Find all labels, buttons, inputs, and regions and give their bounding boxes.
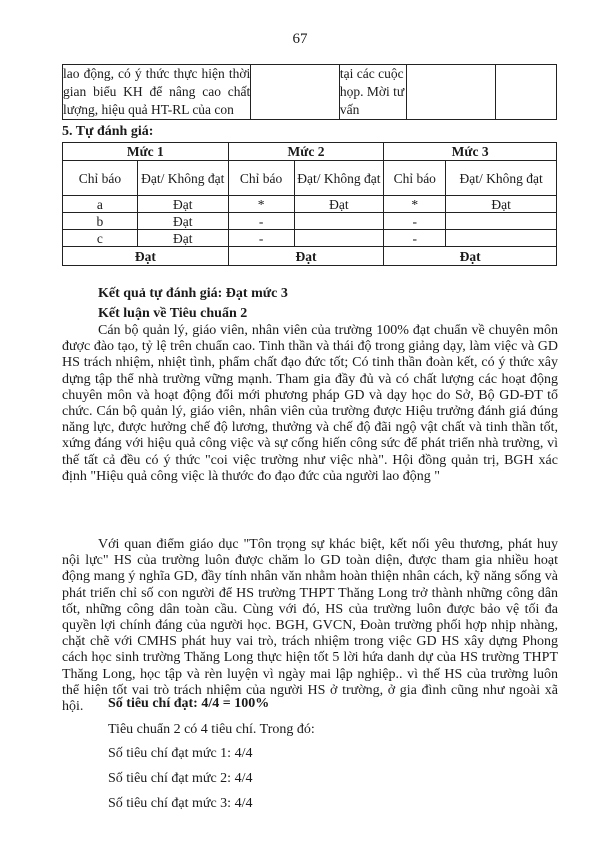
table-header-row xyxy=(63,143,557,161)
column-header: Chỉ báo xyxy=(228,161,294,196)
level-3-total: Đạt xyxy=(384,247,557,266)
page-number: 67 xyxy=(292,31,308,47)
table-cell xyxy=(406,65,496,120)
conclusion-paragraph-1: Cán bộ quản lý, giáo viên, nhân viên của trường 100% đạt chuẩn về chuyên môn được đào tạo, tỷ lệ trên chuẩn cao. Tinh thần và thái độ trong giảng dạy, làm việc và GD HS trách nhiệm, nhiệt tình, phẩm chất đạo đức tốt; Có tinh thần đoàn kết, có ý thức xây dựng tập thể nhà trường vững mạnh. Tham gia đầy đủ và có chất lượng các hoạt động chuyên môn và hoạt động đổi mới phương pháp GD và dạy học do Sở, Bộ GD-ĐT tổ chức. Cán bộ quản lý, giáo viên, nhân viên của trường được Hiệu trưởng đánh giá đúng năng lực, được hưởng chế độ lương, thưởng và chế độ đãi ngộ vật chất và tinh thần tốt, xứng đáng với hiệu quả công việc và sự cống hiến công sức để phát triển nhà trường, vì thế tất cả đều có ý thức "coi việc trường như việc nhà". Hội đồng quản trị, BGH xác định "Hiệu quả công việc là thước đo đạo đức của người lao động " xyxy=(62,323,558,484)
conclusion-title: Kết luận về Tiêu chuẩn 2 xyxy=(98,306,248,321)
table-row xyxy=(63,213,557,230)
table-cell: a xyxy=(63,196,138,213)
table-cell: - xyxy=(228,213,294,230)
column-header: Đạt/ Không đạt xyxy=(446,161,557,196)
self-evaluation-table xyxy=(62,142,557,266)
conclusion-paragraph-2: Với quan điểm giáo dục "Tôn trọng sự khác biệt, kết nối yêu thương, phát huy nội lực" HS của trường luôn được chăm lo GD toàn diện, được tham gia nhiều hoạt động mang ý nghĩa GD, đầy tính nhân văn nhằm hoàn thiện nhân cách, kỹ năng sống và phát triển chỉ số con người để HS trường THPT Thăng Long trở thành những công dân tốt, những công dân toàn cầu. Cùng với đó, HS của trường luôn được bảo vệ tối đa quyền lợi chính đáng của người học. BGH, GVCN, Đoàn trường phối hợp nhịp nhàng, chặt chẽ với CMHS phát huy vai trò, trách nhiệm trong việc GD HS xây dựng Phong cách học sinh trường Thăng Long thực hiện tốt 5 lời hứa danh dự của HS trường THPT Thăng Long, học tập và rèn luyện vì ngày mai lập nghiệp.. vì thế HS của trường luôn thể hiện tốt vai trò trách nhiệm của người HS ở trường, ở gia đình cũng như ngoài xã hội. xyxy=(62,537,558,715)
level-1-total: Đạt xyxy=(63,247,229,266)
table-subheader-row xyxy=(63,161,557,196)
table-cell xyxy=(446,213,557,230)
criteria-total: Số tiêu chí đạt: 4/4 = 100% xyxy=(108,696,270,711)
table-cell xyxy=(496,65,557,120)
level-2-header: Mức 2 xyxy=(228,143,384,161)
section-title: 5. Tự đánh giá: xyxy=(62,124,154,139)
table-cell: * xyxy=(228,196,294,213)
column-header: Đạt/ Không đạt xyxy=(137,161,228,196)
criteria-level-2: Số tiêu chí đạt mức 2: 4/4 xyxy=(108,771,253,786)
table-row xyxy=(63,196,557,213)
continued-table xyxy=(62,64,557,120)
table-cell xyxy=(294,213,384,230)
level-1-header: Mức 1 xyxy=(63,143,229,161)
table-cell xyxy=(251,65,340,120)
table-cell: - xyxy=(384,230,446,247)
table-cell: * xyxy=(384,196,446,213)
self-evaluation-result: Kết quả tự đánh giá: Đạt mức 3 xyxy=(98,286,288,301)
criteria-level-3: Số tiêu chí đạt mức 3: 4/4 xyxy=(108,796,253,811)
table-cell xyxy=(294,230,384,247)
table-cell: Đạt xyxy=(446,196,557,213)
table-cell: b xyxy=(63,213,138,230)
table-cell: Đạt xyxy=(137,196,228,213)
table-row xyxy=(63,230,557,247)
table-cell: c xyxy=(63,230,138,247)
column-header: Chỉ báo xyxy=(63,161,138,196)
criteria-level-1: Số tiêu chí đạt mức 1: 4/4 xyxy=(108,746,253,761)
table-cell xyxy=(446,230,557,247)
table-cell: lao động, có ý thức thực hiện thời gian biểu KH để nâng cao chất lượng, hiệu quả HT-RL của con xyxy=(63,65,251,120)
table-cell: Đạt xyxy=(137,230,228,247)
table-total-row xyxy=(63,247,557,266)
table-cell: Đạt xyxy=(137,213,228,230)
table-row xyxy=(63,65,557,120)
table-cell: - xyxy=(228,230,294,247)
table-cell: Đạt xyxy=(294,196,384,213)
table-cell: tại các cuộc họp. Mời tư vấn xyxy=(339,65,406,120)
table-cell: - xyxy=(384,213,446,230)
column-header: Đạt/ Không đạt xyxy=(294,161,384,196)
level-2-total: Đạt xyxy=(228,247,384,266)
column-header: Chỉ báo xyxy=(384,161,446,196)
criteria-intro: Tiêu chuẩn 2 có 4 tiêu chí. Trong đó: xyxy=(108,722,315,737)
level-3-header: Mức 3 xyxy=(384,143,557,161)
